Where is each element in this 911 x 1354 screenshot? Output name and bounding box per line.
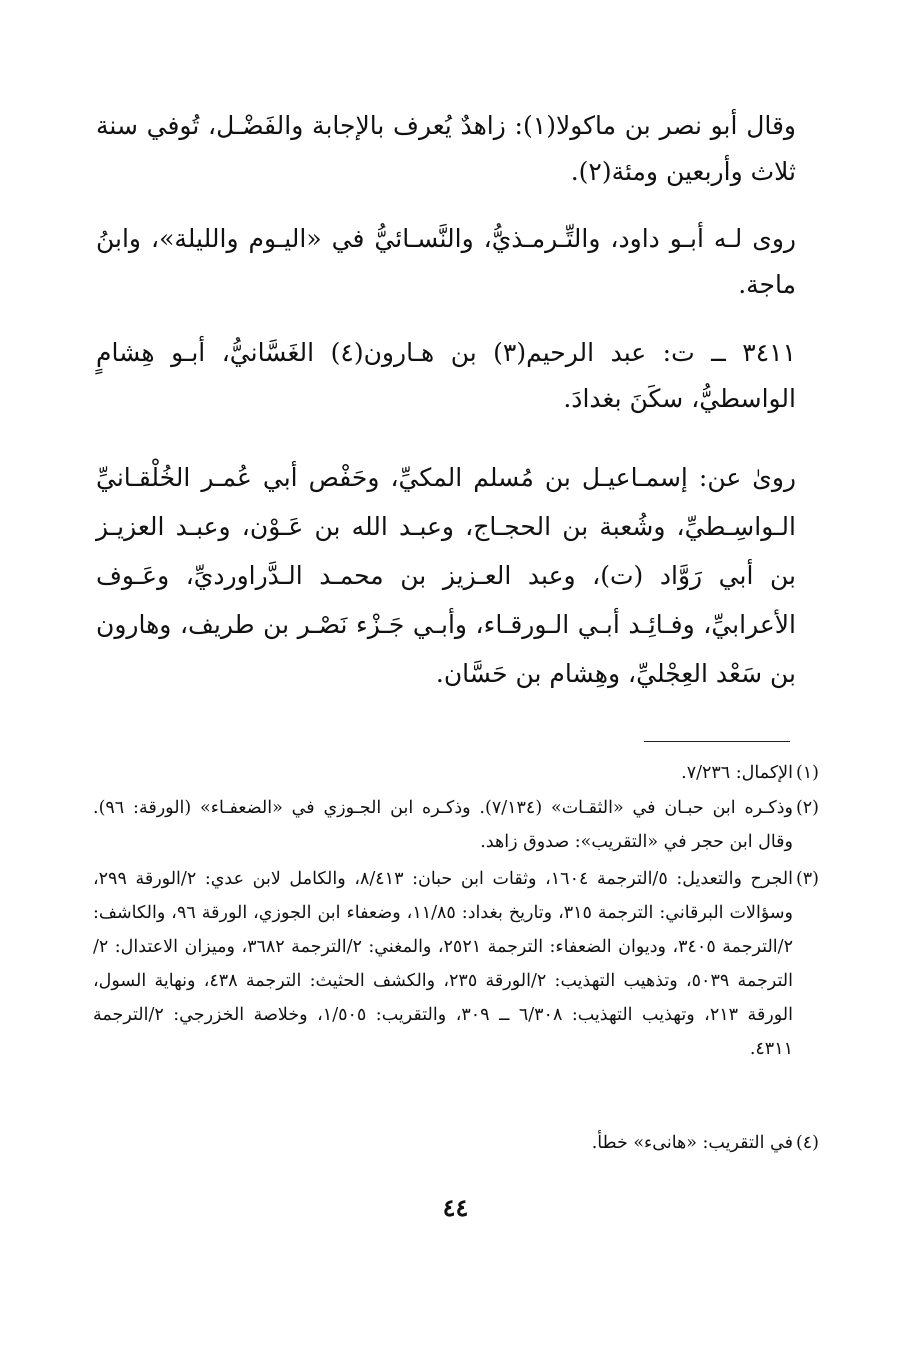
page-number: ٤٤ (442, 1193, 469, 1222)
footnote-3-number: (٣) (795, 869, 819, 889)
footnote-2: وذكـره ابن حبـان في «الثقـات» (٧/١٣٤). وذكـره ابن الجـوزي في «الضعفـاء» (الورقة: ٩٦). وقال ابن حجر في «التقريب»: صدوق زاهد. (93, 798, 794, 852)
footnote-1: الإكمال: ٧/٢٣٦. (681, 763, 793, 783)
footnote-4: في التقريب: «هانىء» خطأ. (591, 1133, 793, 1153)
paragraph-3-entry-heading: ٣٤١١ ــ ت: عبد الرحيم(٣) بن هـارون(٤) الغَسَّانيُّ، أبـو هِشامٍ الواسطيُّ، سكَنَ بغدادَ. (96, 338, 796, 413)
footnote-3: الجرح والتعديل: ٥/الترجمة ١٦٠٤، وثقات ابن حبان: ٨/٤١٣، والكامل لابن عدي: ٢/الورقة ٢٩٩، وسؤالات البرقاني: الترجمة ٣١٥، وتاريخ بغداد: ١١/٨٥، وضعفاء ابن الجوزي، الورقة ٩٦، والكاشف: ٢/الترجمة ٣٤٠٥، وديوان الضعفاء: الترجمة ٢٥٢١، والمغني: ٢/الترجمة ٣٦٨٢، وميزان الاعتدال: ٢/الترجمة ٥٠٣٩، وتذهيب التهذيب: ٢/الورقة ٢٣٥، والكشف الحثيث: الترجمة ٤٣٨، ونهاية السول، الورقة ٢١٣، وتهذيب التهذيب: ٦/٣٠٨ ــ ٣٠٩، والتقريب: ١/٥٠٥، وخلاصة الخزرجي: ٢/الترجمة ٤٣١١. (93, 869, 793, 1059)
footnote-separator (644, 741, 790, 742)
footnote-2-number: (٢) (795, 798, 819, 818)
paragraph-4-narrators: روىٰ عن: إسمـاعيـل بن مُسلم المكيِّ، وحَفْص أبي عُمـر الخُلْقـانيِّ الـواسِـطيِّ، وشُعبة بن الحجـاج، وعبـد الله بن عَـوْن، وعبـد العزيـز بن أبي رَوَّاد (ت)، وعبد العـزيز بن محمـد الـدَّراورديِّ، وعَـوف الأعرابيِّ، وفـائِـد أبـي الـورقـاء، وأبـي جَـزْء نَصْـر بن طريف، وهارون بن سَعْد العِجْليِّ، وهِشام بن حَسَّان. (96, 463, 796, 688)
footnote-4-number: (٤) (795, 1133, 819, 1153)
paragraph-2: روى لـه أبـو داود، والتِّـرمـذيُّ، والنَّسـائيُّ في «اليـوم والليلة»، وابنُ ماجة. (96, 224, 796, 299)
paragraph-1: وقال أبو نصر بن ماكولا(١): زاهدٌ يُعرف بالإجابة والفَضْـل، تُوفي سنة ثلاث وأربعين ومئة(٢). (96, 111, 796, 186)
footnote-1-number: (١) (795, 763, 819, 783)
